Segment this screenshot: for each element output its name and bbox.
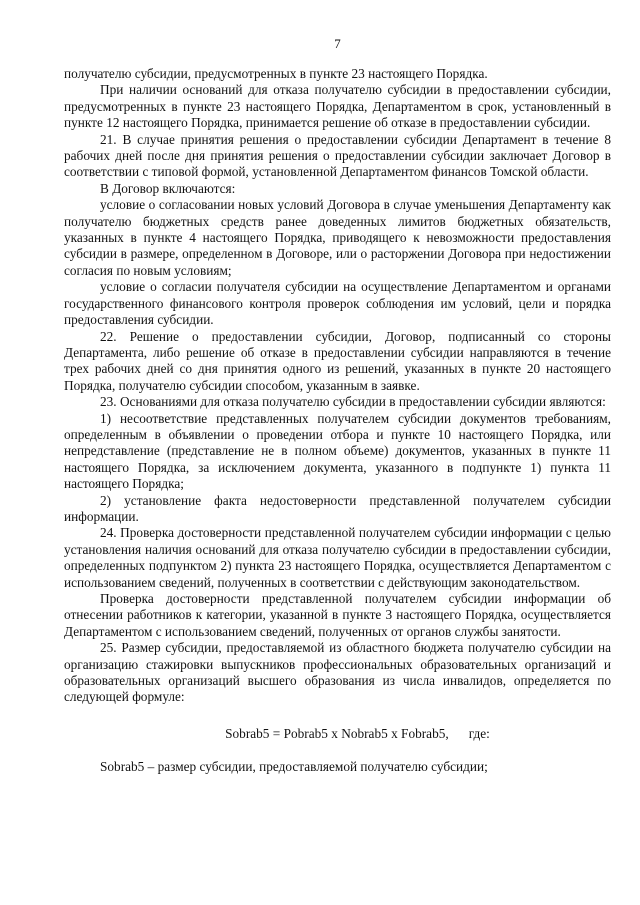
paragraph-clause-23-item-2: 2) установление факта недостоверности представленной получателем субсидии информации. xyxy=(64,492,611,524)
paragraph-condition-new-terms: условие о согласовании новых условий Договора в случае уменьшения Департаменту как получателю бюджетных средств ранее доведенных лимитов бюджетных обязательств, указанных в пункте 4 настоящего Порядка, приводящего к невозможности предоставления субсидии в размере, определенном в Договоре, или о расторжении Договора при недостижении согласия по новым условиям; xyxy=(64,197,611,278)
paragraph-clause-25: 25. Размер субсидии, предоставляемой из областного бюджета получателю субсидии на организацию стажировки выпускников профессиональных образовательных организаций и образовательных организаций высшего образования из числа инвалидов, определяется по следующей формуле: xyxy=(64,640,611,705)
page-number: 7 xyxy=(334,36,341,51)
paragraph-condition-consent: условие о согласии получателя субсидии на осуществление Департаментом и органами государственного финансового контроля проверок соблюдения им условий, цели и порядка предоставления субсидии. xyxy=(64,279,611,328)
paragraph-clause-22: 22. Решение о предоставлении субсидии, Договор, подписанный со стороны Департамента, либо решение об отказе в предоставлении субсидии направляются в течение трех рабочих дней со дня принятия одного из решений, указанных в пункте 20 настоящего Порядка, получателю субсидии способом, указанным в заявке. xyxy=(64,328,611,393)
paragraph-verification: Проверка достоверности представленной получателем субсидии информации об отнесении работников к категории, указанной в пункте 3 настоящего Порядка, осуществляется Департаментом с использованием сведений, полученных от органов службы занятости. xyxy=(64,591,611,639)
paragraph-clause-23: 23. Основаниями для отказа получателю субсидии в предоставлении субсидии являются: xyxy=(100,394,606,410)
formula-definition: Sobrab5 – размер субсидии, предоставляемой получателю субсидии; xyxy=(100,759,488,775)
paragraph-refusal-grounds: При наличии оснований для отказа получателю субсидии в предоставлении субсидии, предусмотренных в пункте 23 настоящего Порядка, Департаментом в срок, установленный в пункте 12 настоящего Порядка, принимается решение об отказе в предоставлении субсидии. xyxy=(64,82,611,131)
paragraph-clause-23-item-1: 1) несоответствие представленных получателем субсидии документов требованиям, определенным в объявлении о проведении отбора и пункте 10 настоящего Порядка, или непредставление (представление не в полном объеме) документов, указанных в пункте 11 настоящего Порядка, за исключением документа, указанного в подпункте 1) пункта 11 настоящего Порядка; xyxy=(64,410,611,492)
formula-expression: Sobrab5 = Pobrab5 x Nobrab5 x Fobrab5, xyxy=(225,725,449,741)
paragraph-contract-includes: В Договор включаются: xyxy=(100,180,236,196)
paragraph-clause-24: 24. Проверка достоверности представленной получателем субсидии информации с целью установления наличия оснований для отказа получателю субсидии в предоставлении субсидии, определенных подпунктом 2) пункта 23 настоящего Порядка, осуществляется Департаментом с использованием сведений, полученных в соответствии с действующим законодательством. xyxy=(64,525,611,590)
subsidy-formula xyxy=(64,726,611,742)
paragraph-continuation: получателю субсидии, предусмотренных в пункте 23 настоящего Порядка. xyxy=(64,66,488,81)
formula-where: где: xyxy=(468,725,490,741)
paragraph-clause-21: 21. В случае принятия решения о предоставлении субсидии Департамент в течение 8 рабочих дней после дня принятия решения о предоставлении субсидии заключает Договор в соответствии с типовой формой, установленной Департаментом финансов Томской области. xyxy=(64,131,611,180)
